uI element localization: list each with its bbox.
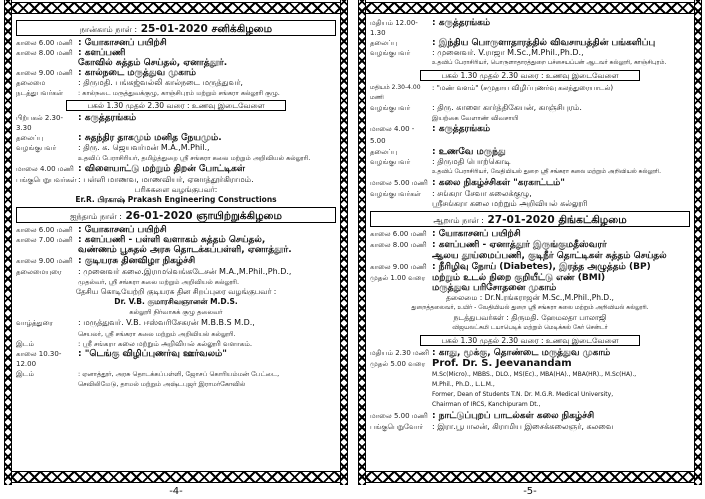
host-line: நடத்துபவர்கள் : திருமதி. ஹேமலதா பாலாஜி: [453, 313, 607, 322]
decorative-border-bottom: [358, 471, 702, 483]
decorative-border-right: [340, 0, 348, 485]
lunch-break: பகல் 1.30 முதல் 2.30 வரை : உணவு இடைவேளை: [66, 100, 286, 111]
decorative-border-bottom: [4, 471, 348, 483]
page-number: -4-: [169, 486, 183, 497]
page-number: -5-: [523, 486, 537, 497]
prize-sponsor: Er.R. பிரகாஷ் Prakash Engineering Constructions: [75, 195, 277, 204]
schedule-block: பிற்பகல் 2.30-3.30 : கருத்தரங்கம் தலைப்பு : சுதந்திர தாகமும் மனித நேயமும். வழங்குபவர் : திரு. க. ஜெயவர்மன் M.A.,M.Phil., உதவிப் பேராசிரியர், தமிழ்த்துறை ஸ்ரீ சங்கரா கலை மற்றும் அறிவியல் கல்லூரி. மாலை 4.00 மணி : விளையாட்டு மற்றும் திறன் போட்டிகள் பங்குபெறுபவர்கள் : பள்ளி மாணவ, மாணவியர், ஏனாத்தூர்கிராமம்.: [16, 113, 311, 184]
lunch-break: பகல் 1.30 முதல் 2.30 வரை : உணவு இடைவேளை: [420, 335, 640, 346]
schedule-block: மதியம் 12.00-1.30 : கருத்தரங்கம் தலைப்பு : இந்திய பொருளாதாரத்தில் விவசாயத்தின் பங்களிப்பு வழங்குபவர் : முனைவர். V.ராஜா M.Sc.,M.Phil.,Ph.D., உதவிப் பேராசிரியர், பொருளாதாரத்துறை பச்சையப்பன் ஆடவர் கல்லூரி, காஞ்சிபுரம்.: [370, 18, 667, 66]
page-left: [4, 0, 348, 499]
prize-label: பரிசுகளை வழங்குபவர்:: [134, 185, 218, 194]
decorative-border-left: [4, 0, 12, 485]
schedule-block: காலை 6.00 மணி : யோகாசனப் பயிற்சி காலை 8.00 மணி : களப்பணி கோவில் சுத்தம் செய்தல், ஏனாத்தூர். காலை 9.00 மணி : கால்நடை மருத்துவ முகாம் தலைமை : திருமதி. பங்கஜ்வல்லி கால்நடை மருத்துவர், நடத்துபவர்கள் : கால்நடை மருத்துவக்குழு, காஞ்சிபுரம் மற்றும் சங்கரா கல்லூரி குழு.: [16, 38, 280, 97]
page-content: [16, 18, 336, 469]
decorative-border-left: [358, 0, 366, 485]
chief-line: தலைமை : Dr.N.ரங்கராஜன் M.Sc.,M.Phil.,Ph.D.,: [446, 293, 614, 302]
page-content: [370, 18, 690, 469]
schedule-block: மதியம் 2.30 மணி : காது, மூக்கு, தொண்டை மருத்துவ முகாம் முதல் 5.00 வரை Prof. Dr. S. Jeevanandam M.Sc(Micro)., MBBS., DLO., MS(Ec)., MBA(HA)., MBA(HR)., M.Sc(HA)., M.Phil., Ph.D., L.L.M., Former, Dean of Students T.N. Dr. M.G.R. Medical University, Chairman of IRCS, Kanchipuram Dt., மாலை 5.00 மணி : நாட்டுப்புறப் பாடல்கள் கலை நிகழ்ச்சி பங்குபெறுவோர் : இரா.பூபாலன், கிராமிய இசைக்கலைஞர், கலவை: [370, 348, 637, 431]
day-header: ஐந்தாம் நாள் : 26-01-2020 ஞாயிற்றுக்கிழமை: [16, 207, 336, 223]
schedule-block: வாழ்த்துரை : மருத்துவர். V.B. ஈஸ்வரிசேகரன் M.B.B.S M.D., செயலர், ஸ்ரீ சங்கரா கலை மற்றும் அறிவியல் கல்லூரி. இடம் : ஸ்ரீ சங்கரா கலை மற்றும் அறிவியல் கல்லூரி வளாகம். காலை 10.30-12.00 : "டெங்கு விழிப்புணர்வு ஊர்வலம்" இடம் : ஏனாத்தூர், அரசு தொடக்கப்பள்ளி, ஜோசப் கொரியம்மன் பேட்டை, செவிலிமேடு, தாமல் மற்றும் அஷ்டபுஜர் இராமர்கோவில்: [16, 318, 280, 388]
flag-hoisting-line: தேசிய கொடியேற்றி குடியரசு தின சிறப்புரை வழங்குபவர் :: [75, 287, 277, 296]
schedule-block: காலை 6.00 மணி : யோகாசனப் பயிற்சி காலை 8.00 மணி : களப்பணி - ஏனாத்தூர் இருங்குமதீஸ்வரர் ஆலய தூய்மைப்பணி, குடிநீர் தொட்டிகள் சுத்தம் செய்தல் காலை 9.00 மணி : நீரிழிவு நோய் (Diabetes), இரத்த அழுத்தம் (BP) முதல் 1.00 வரை மற்றும் உடல் நிறை குறியீட்டு எண் (BMI) மருத்துவ பரிசோதனை முகாம்: [370, 229, 667, 293]
schedule-block: மதியம் 2.30-4.00 மணி : "மண் வளம்" (சமுதாய விழிப்புணர்வு கலந்துரையாடல்) வழங்குபவர் : திரு. காளை கார்த்திகேயன், காஞ்சிபுரம். இயற்கை வேளாண் விவசாயி மாலை 4.00 - 5.00 : கருத்தரங்கம் தலைப்பு : உணவே மருந்து வழங்குபவர் : திருமதி பொற்கொடி உதவிப் பேராசிரியர், வேதியியல் துறை ஸ்ரீ சங்கரா கலை மற்றும் அறிவியல் கல்லூரி. மாலை 5.00 மணி : கலை நிகழ்ச்சிகள் "கரகாட்டம்" வழங்குபவர்கள் : சங்கரா சேவா கலைக்குழு, ஸ்ரீசங்கரா கலை மற்றும் அறிவியல் கல்லூரி: [370, 84, 662, 208]
decorative-border-top: [358, 2, 702, 14]
chief-guest-role: கல்லூரி நிர்வாகக் குழு தலைவர்: [129, 308, 223, 316]
schedule-block: காலை 6.00 மணி : யோகாசனப் பயிற்சி காலை 7.00 மணி : களப்பணி - பள்ளி வளாகம் சுத்தம் செய்தல், வண்ணம் பூசுதல் அரசு தொடக்கப்பள்ளி, ஏனாத்தூர். காலை 9.00 மணி : குடியரசு தினவிழா நிகழ்ச்சி தலைமையுரை : முனைவர் கலை.இராமவெங்கடேசன் M.A.,M.Phil.,Ph.D., முதல்வர், ஸ்ரீ சங்கரா கலை மற்றும் அறிவியல் கல்லூரி.: [16, 225, 292, 286]
decorative-border-top: [4, 2, 348, 14]
chief-guest-name: Dr. V.B. குமாரசிவஞானன் M.D.S.: [114, 297, 238, 306]
page-right: [358, 0, 702, 499]
chief-role: துறைத்தலைவர், உயிர் - வேதியியல் துறை ஸ்ரீ சங்கரா கலை மற்றும் அறிவியல் கல்லூரி.: [411, 304, 649, 311]
day-header: நான்காம் நாள் : 25-01-2020 சனிக்கிழமை: [16, 20, 336, 36]
decorative-border-right: [694, 0, 702, 485]
lunch-break: பகல் 1.30 முதல் 2.30 வரை : உணவு இடைவேளை: [420, 70, 640, 81]
host-role: விஜயலட்சுமி டயாபெடிக் மற்றும் மெடிக்கல் கேர் சென்டர்: [452, 324, 608, 331]
day-header: ஆறாம் நாள் : 27-01-2020 திங்கட்கிழமை: [370, 211, 690, 227]
